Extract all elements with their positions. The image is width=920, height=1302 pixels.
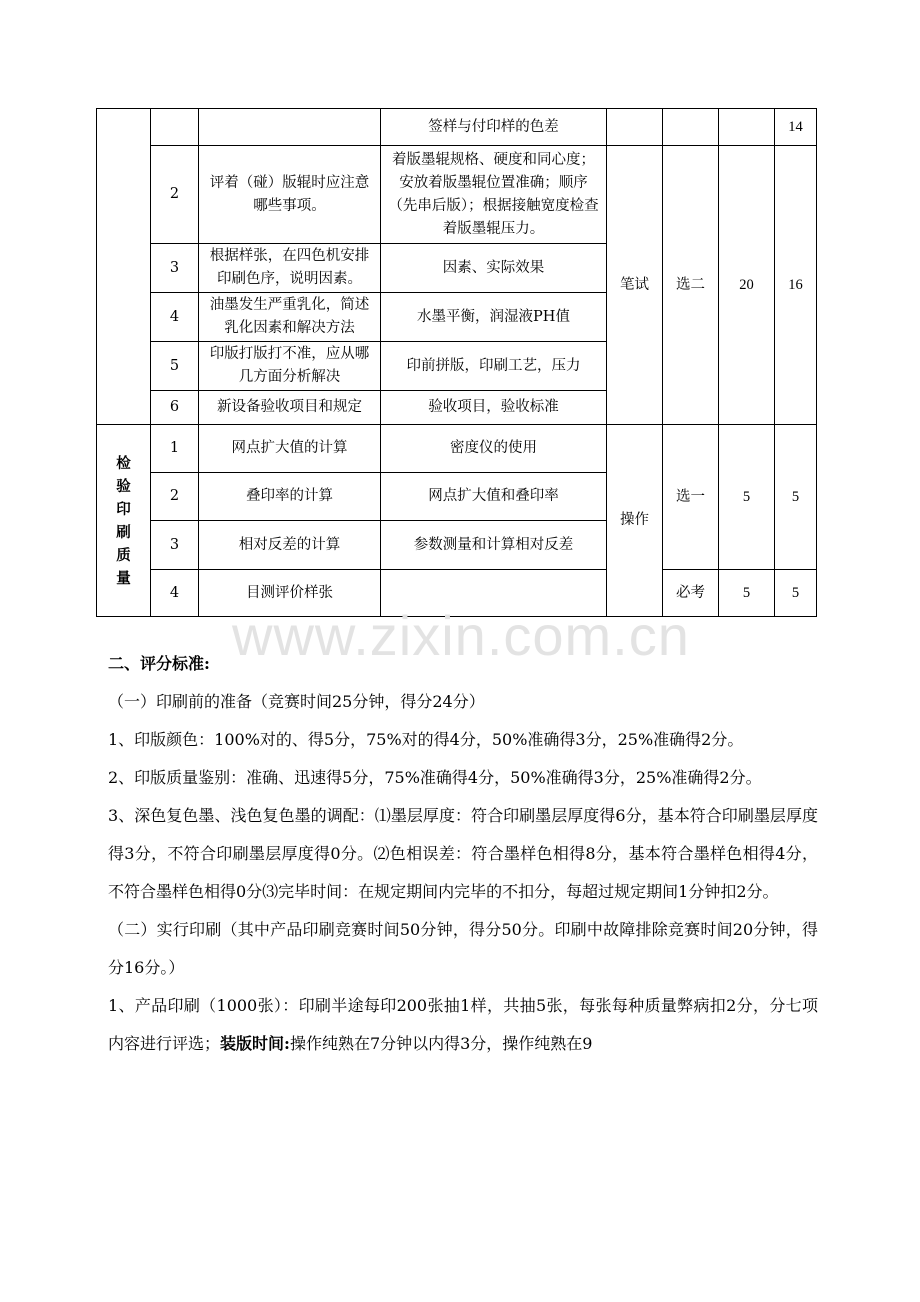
paragraph: 1、印版颜色：100%对的、得5分，75%对的得4分，50%准确得3分，25%准确得2分。 [108,730,744,749]
category-char: 检 [116,454,131,472]
item-cell: 着版墨辊规格、硬度和同心度；安放着版墨辊位置准确；顺序（先串后版）；根据接触宽度检查着版墨辊压力。 [381,146,607,244]
question-cell: 相对反差的计算 [199,521,381,570]
category-char: 质 [116,546,131,564]
category-char: 验 [116,477,131,495]
category-char: 量 [116,569,131,587]
question-cell [199,109,381,146]
method-cell [607,109,663,146]
idx-cell: 3 [151,244,199,293]
paragraph: 2、印版质量鉴别：准确、迅速得5分，75%准确得4分，50%准确得3分，25%准确得2分。 [108,768,762,787]
item-cell: 签样与付印样的色差 [381,109,607,146]
question-cell: 根据样张，在四色机安排印刷色序，说明因素。 [199,244,381,293]
paragraph-text: 操作纯熟在7分钟以内得3分，操作纯熟在9 [289,1034,593,1053]
score-cell: 20 [719,146,775,425]
full-score-cell: 14 [775,109,817,146]
table-row [97,146,817,244]
score-cell [719,109,775,146]
question-cell: 评着（碰）版辊时应注意哪些事项。 [199,146,381,244]
score-cell: 5 [719,570,775,617]
full-score-cell: 5 [775,570,817,617]
idx-cell: 2 [151,146,199,244]
category-cell-empty [97,109,151,425]
idx-cell: 4 [151,570,199,617]
category-cell [97,425,151,617]
selection-cell: 选一 [663,425,719,570]
idx-cell: 4 [151,293,199,342]
question-cell: 网点扩大值的计算 [199,425,381,473]
question-cell: 叠印率的计算 [199,473,381,521]
paragraph-text: 1、产品印刷（1000张）：印刷半途每印200张抽1样，共抽5张，每张每种质量弊病扣2分，分七项内容进行评选； [108,996,818,1053]
question-cell: 目测评价样张 [199,570,381,617]
idx-cell [151,109,199,146]
item-cell: 验收项目，验收标准 [381,391,607,425]
selection-cell: 选二 [663,146,719,425]
question-cell: 新设备验收项目和规定 [199,391,381,425]
idx-cell: 6 [151,391,199,425]
score-cell: 5 [719,425,775,570]
selection-cell [663,109,719,146]
item-cell: 参数测量和计算相对反差 [381,521,607,570]
idx-cell: 5 [151,342,199,391]
question-cell: 油墨发生严重乳化，简述乳化因素和解决方法 [199,293,381,342]
item-cell: 印前拼版，印刷工艺，压力 [381,342,607,391]
item-cell: 密度仪的使用 [381,425,607,473]
watermark: www.zixin.com.cn [232,604,690,667]
table-row [97,425,817,473]
idx-cell: 1 [151,425,199,473]
subsection-title: （一）印刷前的准备（竞赛时间25分钟，得分24分） [108,692,485,711]
full-score-cell: 5 [775,425,817,570]
item-cell: 因素、实际效果 [381,244,607,293]
scoring-section [108,645,818,1063]
section-heading: 二、评分标准: [108,654,210,673]
subsection-title: （二）实行印刷（其中产品印刷竞赛时间50分钟，得分50分。印刷中故障排除竞赛时间20分钟，得分16分。） [108,920,818,977]
bold-label: 装版时间: [220,1034,290,1053]
exam-spec-table [96,108,817,617]
full-score-cell: 16 [775,146,817,425]
method-cell: 笔试 [607,146,663,425]
idx-cell: 3 [151,521,199,570]
category-char: 印 [116,500,131,518]
method-cell: 操作 [607,425,663,617]
selection-cell: 必考 [663,570,719,617]
item-cell: 网点扩大值和叠印率 [381,473,607,521]
category-char: 刷 [116,523,131,541]
table-row [97,109,817,146]
paragraph [108,987,818,1063]
item-cell: 水墨平衡，润湿液PH值 [381,293,607,342]
idx-cell: 2 [151,473,199,521]
question-cell: 印版打版打不准，应从哪几方面分析解决 [199,342,381,391]
paragraph: 3、深色复色墨、浅色复色墨的调配：⑴墨层厚度：符合印刷墨层厚度得6分，基本符合印刷墨层厚度得3分，不符合印刷墨层厚度得0分。⑵色相误差：符合墨样色相得8分，基本符合墨样色相得4分，不符合墨样色相得0分⑶完毕时间：在规定期间内完毕的不扣分，每超过规定期间1分钟扣2分。 [108,806,818,901]
